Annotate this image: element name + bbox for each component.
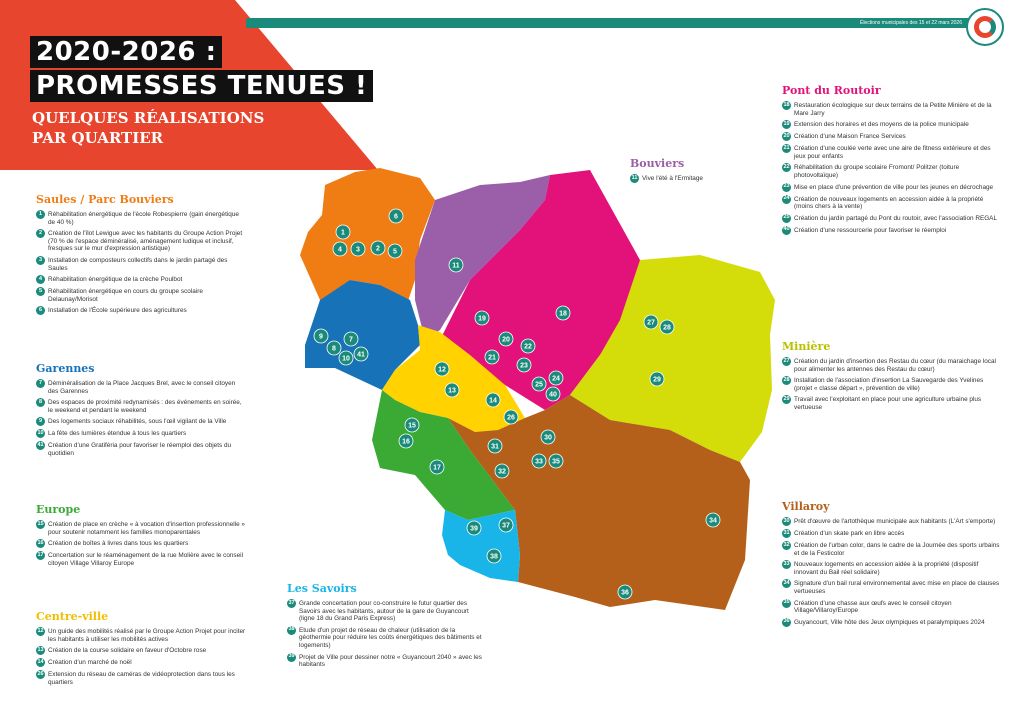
item-number-badge: 20	[782, 132, 791, 141]
map-marker-label: 11	[452, 262, 460, 270]
section-title: Centre-ville	[36, 610, 109, 623]
item-number-badge: 3	[36, 256, 45, 265]
list-item	[36, 211, 246, 226]
section-title: Saules / Parc Bouviers	[36, 193, 174, 206]
list-item	[782, 184, 1002, 192]
item-text: Extension des horaires et des moyens de la police municipale	[794, 121, 969, 129]
map-marker-label: 5	[393, 248, 397, 256]
item-number-badge: 32	[782, 541, 791, 550]
item-number-badge: 9	[36, 417, 45, 426]
item-number-badge: 11	[630, 174, 639, 183]
map-marker-label: 14	[489, 397, 497, 405]
item-text: Travail avec l'exploitant en place pour une agriculture urbaine plus vertueuse	[794, 396, 982, 411]
map-marker-label: 15	[408, 422, 416, 430]
item-number-badge: 38	[287, 626, 296, 635]
section-title: Les Savoirs	[287, 582, 357, 595]
list-item	[782, 102, 1002, 117]
item-number-badge: 18	[782, 101, 791, 110]
map-marker-label: 28	[663, 324, 671, 332]
list-item	[782, 215, 1002, 223]
list-item	[782, 619, 1002, 627]
map-marker-label: 17	[433, 464, 441, 472]
item-number-badge: 8	[36, 398, 45, 407]
list-item	[782, 542, 1002, 557]
list-item	[630, 175, 760, 183]
list-item	[36, 399, 246, 414]
map-marker-label: 34	[709, 517, 717, 525]
item-number-badge: 6	[36, 306, 45, 315]
section-pont-du-routoir	[782, 84, 1002, 239]
item-text: Création de place en crèche « à vocation d'insertion professionnelle » pour soutenir notamment les familles monoparentales	[48, 521, 245, 536]
map-marker-label: 35	[552, 458, 560, 466]
section-title: Pont du Routoir	[782, 84, 881, 97]
item-text: Projet de Ville pour dessiner notre « Guyancourt 2040 » avec les habitants	[299, 653, 482, 669]
map-marker-label: 22	[524, 343, 532, 351]
map-marker-label: 6	[394, 213, 398, 221]
list-item	[36, 257, 246, 272]
item-text: Création de nouveaux logements en accession aidée à la propriété (moins chers à la vente)	[794, 195, 984, 211]
item-text: Un guide des mobilités réalisé par le Groupe Action Projet pour inciter les habitants à utiliser les mobilités actives	[48, 628, 246, 643]
item-number-badge: 39	[287, 653, 296, 662]
item-text: Création d'un skate park en libre accès	[794, 530, 905, 537]
section-garennes	[36, 362, 246, 462]
list-item	[782, 396, 1002, 411]
item-text: Création d'une Maison France Services	[794, 133, 906, 141]
item-text: Création d'une coulée verte avec une aire de fitness extérieure et des jeux pour enfants	[794, 145, 991, 160]
section-title: Bouviers	[630, 157, 685, 170]
item-text: Installation de l'École supérieure des agricultures	[48, 307, 187, 315]
section-europe	[36, 503, 246, 571]
item-number-badge: 31	[782, 529, 791, 538]
map-marker-label: 9	[319, 333, 323, 341]
map-marker-label: 31	[491, 443, 499, 451]
section-centre-ville	[36, 610, 246, 690]
election-dates-note: Élections municipales des 15 et 22 mars 2026	[859, 20, 962, 26]
map-marker-label: 41	[357, 351, 365, 359]
item-text: Création d'un marché de noël	[48, 659, 132, 667]
title-line-1: 2020-2026 :	[30, 36, 222, 68]
item-number-badge: 28	[782, 376, 791, 385]
section-les-savoirs	[287, 582, 482, 673]
list-item	[36, 521, 246, 536]
list-item	[36, 628, 246, 643]
item-number-badge: 19	[782, 120, 791, 129]
item-text: Création du jardin partagé du Pont du routoir, avec l'association REGAL	[794, 214, 997, 222]
map-marker-label: 30	[544, 434, 552, 442]
list-item	[287, 654, 482, 669]
list-item	[36, 540, 246, 548]
map-marker-label: 36	[621, 589, 629, 597]
map-marker-label: 19	[478, 315, 486, 323]
list-item	[36, 647, 246, 655]
item-number-badge: 41	[36, 441, 45, 450]
item-number-badge: 34	[782, 579, 791, 588]
item-text: Réhabilitation énergétique en cours du groupe scolaire Delaunay/Morisot	[48, 288, 203, 303]
section-title: Villaroy	[782, 500, 830, 513]
item-number-badge: 17	[36, 551, 45, 560]
item-number-badge: 29	[782, 395, 791, 404]
item-text: Création du jardin d'insertion des Restau du cœur (du maraichage local pour alimenter les antennes des Restau du cœur)	[794, 358, 996, 373]
map-marker-label: 8	[332, 345, 336, 353]
item-text: Guyancourt, Ville hôte des Jeux olympiques et paralympiques 2024	[794, 618, 985, 626]
item-text: Concertation sur le réaménagement de la rue Molière avec le conseil citoyen Village Villaroy Europe	[48, 552, 244, 567]
item-number-badge: 35	[782, 599, 791, 608]
item-list	[287, 600, 482, 669]
section-title: Europe	[36, 503, 81, 516]
item-number-badge: 27	[782, 357, 791, 366]
list-item	[782, 600, 1002, 615]
list-item	[782, 196, 1002, 211]
list-item	[782, 518, 1002, 526]
list-item	[36, 442, 246, 457]
item-number-badge: 24	[782, 195, 791, 204]
item-list	[36, 521, 246, 567]
title-line-2: PROMESSES TENUES !	[30, 70, 373, 102]
map-marker-label: 37	[502, 522, 510, 530]
list-item	[782, 377, 1002, 392]
list-item	[36, 307, 246, 315]
item-text: Nouveaux logements en accession aidée à la propriété (dispositif innovant du Bail réel solidaire)	[794, 561, 979, 576]
item-text: Etude d'un projet de réseau de chaleur (utilisation de la géothermie pour réduire les coûts énergétiques des bâtiments et logements)	[299, 626, 482, 649]
item-text: Création de l'îlot Lewigue avec les habitants du Groupe Action Projet (70 % de l'espace déminéralisé, aménagement ludique et inclusif, fresques sur le mur d'expression artistique)	[48, 230, 243, 253]
list-item	[782, 561, 1002, 576]
item-text: Grande concertation pour co-construire le futur quartier des Savoirs avec les habitants, autour de la gare de Guyancourt (ligne 18 du Grand Paris Express)	[299, 600, 469, 623]
list-item	[782, 227, 1002, 235]
list-item	[782, 530, 1002, 538]
map-marker-label: 2	[376, 245, 380, 253]
item-list	[782, 518, 1002, 627]
map-marker-label: 33	[535, 458, 543, 466]
map-marker-label: 39	[470, 525, 478, 533]
list-item	[36, 552, 246, 567]
list-item	[782, 358, 1002, 373]
item-number-badge: 14	[36, 658, 45, 667]
item-number-badge: 16	[36, 539, 45, 548]
item-number-badge: 21	[782, 144, 791, 153]
item-number-badge: 26	[36, 670, 45, 679]
map-marker-label: 16	[402, 438, 410, 446]
item-number-badge: 22	[782, 163, 791, 172]
item-number-badge: 7	[36, 379, 45, 388]
map-marker-label: 26	[507, 414, 515, 422]
map-marker-label: 23	[520, 362, 528, 370]
item-text: Extension du réseau de caméras de vidéoprotection dans tous les quartiers	[48, 671, 235, 686]
item-text: Réhabilitation énergétique de l'école Robespierre (gain énergétique de 40 %)	[48, 211, 239, 226]
item-text: Prêt d'œuvre de l'artothèque municipale aux habitants (L'Art s'emporte)	[794, 518, 996, 525]
list-item	[782, 121, 1002, 129]
item-number-badge: 15	[36, 520, 45, 529]
list-item	[36, 418, 246, 426]
item-number-badge: 1	[36, 210, 45, 219]
list-item	[36, 659, 246, 667]
item-number-badge: 10	[36, 429, 45, 438]
map-marker-label: 20	[502, 336, 510, 344]
section-saules	[36, 193, 246, 319]
item-number-badge: 4	[36, 275, 45, 284]
item-number-badge: 30	[782, 517, 791, 526]
item-text: Création de la course solidaire en faveur d'Octobre rose	[48, 647, 207, 655]
list-item	[287, 600, 482, 623]
item-text: Création d'une ressourcerie pour favoriser le réemploi	[794, 226, 947, 234]
item-text: Des espaces de proximité redynamisés : des événements en soirée, le weekend et pendant le weekend	[48, 399, 242, 414]
item-text: Installation de composteurs collectifs dans le jardin partagé des Saules	[48, 256, 228, 272]
item-number-badge: 40	[782, 226, 791, 235]
map-marker-label: 25	[535, 381, 543, 389]
item-text: Création d'une Gratiféria pour favoriser le réemploi des objets du quotidien	[48, 442, 232, 457]
map-marker-label: 24	[552, 375, 560, 383]
list-item	[36, 430, 246, 438]
list-item	[36, 288, 246, 303]
item-text: Signature d'un bail rural environnemental avec mise en place de clauses vertueuses	[794, 580, 1000, 595]
list-item	[36, 230, 246, 253]
subtitle-line-1: QUELQUES RÉALISATIONS	[32, 109, 265, 127]
map-marker-label: 3	[356, 246, 360, 254]
map-marker-label: 12	[438, 366, 446, 374]
item-text: Restauration écologique sur deux terrains de la Petite Minière et de la Mare Jarry	[794, 102, 992, 117]
item-text: Déminéralisation de la Place Jacques Brel, avec le conseil citoyen des Garennes	[48, 380, 236, 395]
section-miniere	[782, 340, 1002, 416]
item-list	[36, 380, 246, 458]
subtitle-line-2: PAR QUARTIER	[32, 129, 164, 147]
item-text: Vive l'été à l'Ermitage	[642, 175, 703, 182]
map-marker-label: 21	[488, 354, 496, 362]
item-number-badge: 25	[782, 214, 791, 223]
map-marker-label: 38	[490, 553, 498, 561]
item-text: Réhabilitation énergétique de la crèche Poulbot	[48, 276, 183, 284]
item-list	[782, 102, 1002, 235]
item-number-badge: 23	[782, 183, 791, 192]
list-item	[782, 580, 1002, 595]
list-item	[36, 276, 246, 284]
section-title: Garennes	[36, 362, 95, 375]
map-marker-label: 27	[647, 319, 655, 327]
list-item	[36, 380, 246, 395]
item-text: Création de boîtes à livres dans tous les quartiers	[48, 540, 189, 548]
section-title: Minière	[782, 340, 831, 353]
list-item	[782, 164, 1002, 179]
map-marker-label: 1	[341, 229, 345, 237]
section-bouviers	[630, 157, 760, 187]
item-number-badge: 2	[36, 229, 45, 238]
item-number-badge: 36	[782, 618, 791, 627]
item-text: Des logements sociaux réhabilités, sous l'œil vigilant de la Ville	[48, 418, 227, 426]
map-marker-label: 13	[448, 387, 456, 395]
item-list	[36, 628, 246, 686]
section-villaroy	[782, 500, 1002, 631]
item-list	[630, 175, 760, 183]
list-item	[782, 133, 1002, 141]
item-number-badge: 37	[287, 599, 296, 608]
item-text: Installation de l'association d'insertion La Sauvegarde des Yvelines (projet « classe départ », prévention de ville)	[794, 377, 984, 392]
map-marker-label: 18	[559, 310, 567, 318]
item-text: Mise en place d'une prévention de ville pour les jeunes en décrochage	[794, 183, 994, 191]
list-item	[287, 627, 482, 650]
list-item	[782, 145, 1002, 160]
item-number-badge: 12	[36, 627, 45, 636]
list-item	[36, 671, 246, 686]
item-number-badge: 13	[36, 646, 45, 655]
map-marker-label: 10	[342, 355, 350, 363]
item-list	[36, 211, 246, 315]
map-marker-label: 29	[653, 376, 661, 384]
item-list	[782, 358, 1002, 412]
item-text: Création de l'urban color, dans le cadre de la Journée des sports urbains et de la Festicolor	[794, 542, 1000, 557]
item-text: Création d'une chasse aux œufs avec le conseil citoyen Village/Villaroy/Europe	[794, 599, 952, 615]
item-text: La fête des lumières étendue à tous les quartiers	[48, 430, 187, 438]
map-marker-label: 7	[349, 336, 353, 344]
map-marker-label: 4	[338, 246, 342, 254]
map-marker-label: 40	[549, 391, 557, 399]
item-text: Réhabilitation du groupe scolaire Fromont/ Politzer (toiture photovoltaïque)	[794, 164, 960, 179]
item-number-badge: 33	[782, 560, 791, 569]
map-marker-label: 32	[498, 468, 506, 476]
item-number-badge: 5	[36, 287, 45, 296]
